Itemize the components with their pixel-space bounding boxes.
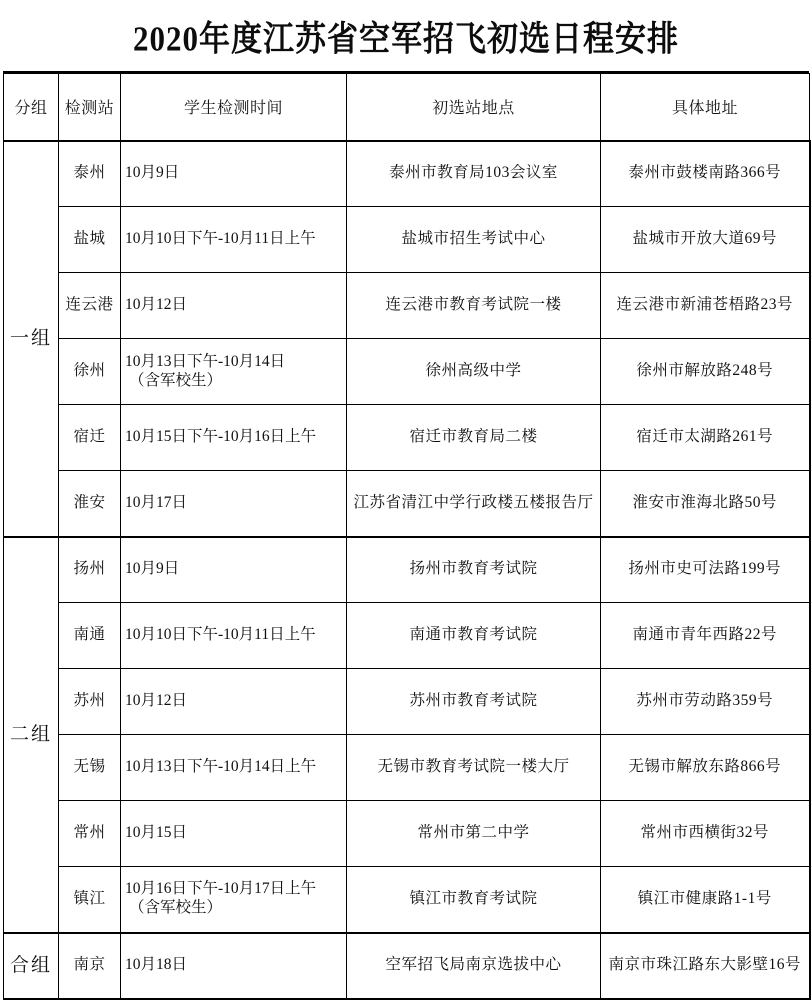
time-main: 10月17日 <box>125 493 188 511</box>
address-cell: 南京市珠江路东大影壁16号 <box>601 933 810 999</box>
address-cell: 镇江市健康路1-1号 <box>601 867 810 933</box>
time-cell <box>121 669 347 735</box>
station-cell: 泰州 <box>59 141 121 207</box>
address-cell: 盐城市开放大道69号 <box>601 207 810 273</box>
time-main: 10月12日 <box>125 692 188 710</box>
time-main: 10月10日下午-10月11日上午 <box>125 230 316 248</box>
group-label-cell: 一组 <box>4 141 59 537</box>
station-cell: 南通 <box>59 603 121 669</box>
column-header-station: 检测站 <box>59 74 121 141</box>
table-row <box>4 207 810 273</box>
venue-cell: 宿迁市教育局二楼 <box>347 405 601 471</box>
address-cell: 常州市西横街32号 <box>601 801 810 867</box>
time-cell <box>121 405 347 471</box>
group-label-cell: 二组 <box>4 537 59 933</box>
table-row <box>4 669 810 735</box>
table-row <box>4 537 810 603</box>
time-main: 10月16日下午-10月17日上午 <box>125 880 317 898</box>
venue-cell: 常州市第二中学 <box>347 801 601 867</box>
column-header-address: 具体地址 <box>601 74 810 141</box>
station-cell: 苏州 <box>59 669 121 735</box>
venue-cell: 扬州市教育考试院 <box>347 537 601 603</box>
column-header-group: 分组 <box>4 74 59 141</box>
table-row <box>4 801 810 867</box>
time-main: 10月10日下午-10月11日上午 <box>125 626 316 644</box>
table-row <box>4 405 810 471</box>
table-row <box>4 471 810 537</box>
time-main: 10月9日 <box>125 560 180 578</box>
table-row <box>4 735 810 801</box>
time-cell <box>121 471 347 537</box>
time-main: 10月15日 <box>125 824 188 842</box>
time-cell <box>121 141 347 207</box>
title-band <box>3 0 809 73</box>
table-body <box>4 141 810 999</box>
time-cell <box>121 273 347 339</box>
time-cell <box>121 735 347 801</box>
venue-cell: 空军招飞局南京选拔中心 <box>347 933 601 999</box>
table-header <box>4 74 810 141</box>
venue-cell: 徐州高级中学 <box>347 339 601 405</box>
venue-cell: 盐城市招生考试中心 <box>347 207 601 273</box>
station-cell: 镇江 <box>59 867 121 933</box>
station-cell: 淮安 <box>59 471 121 537</box>
time-cell <box>121 801 347 867</box>
header-row <box>4 74 810 141</box>
page-title: 2020年度江苏省空军招飞初选日程安排 <box>133 19 679 59</box>
table-row <box>4 933 810 999</box>
station-cell: 宿迁 <box>59 405 121 471</box>
time-cell <box>121 867 347 933</box>
column-header-time: 学生检测时间 <box>121 74 347 141</box>
time-note: （含军校生） <box>129 371 223 389</box>
venue-cell: 镇江市教育考试院 <box>347 867 601 933</box>
table-row <box>4 273 810 339</box>
venue-cell: 江苏省清江中学行政楼五楼报告厅 <box>347 471 601 537</box>
table-row <box>4 141 810 207</box>
station-cell: 连云港 <box>59 273 121 339</box>
address-cell: 泰州市鼓楼南路366号 <box>601 141 810 207</box>
address-cell: 连云港市新浦苍梧路23号 <box>601 273 810 339</box>
venue-cell: 无锡市教育考试院一楼大厅 <box>347 735 601 801</box>
station-cell: 扬州 <box>59 537 121 603</box>
address-cell: 淮安市淮海北路50号 <box>601 471 810 537</box>
address-cell: 徐州市解放路248号 <box>601 339 810 405</box>
schedule-table <box>3 73 811 1000</box>
time-main: 10月15日下午-10月16日上午 <box>125 428 317 446</box>
table-row <box>4 867 810 933</box>
time-main: 10月18日 <box>125 956 188 974</box>
group-label-cell: 合组 <box>4 933 59 999</box>
table-row <box>4 603 810 669</box>
address-cell: 苏州市劳动路359号 <box>601 669 810 735</box>
address-cell: 宿迁市太湖路261号 <box>601 405 810 471</box>
table-row <box>4 339 810 405</box>
station-cell: 南京 <box>59 933 121 999</box>
time-cell <box>121 207 347 273</box>
station-cell: 徐州 <box>59 339 121 405</box>
column-header-venue: 初选站地点 <box>347 74 601 141</box>
address-cell: 扬州市史可法路199号 <box>601 537 810 603</box>
time-cell <box>121 339 347 405</box>
time-cell <box>121 603 347 669</box>
venue-cell: 连云港市教育考试院一楼 <box>347 273 601 339</box>
time-main: 10月9日 <box>125 164 180 182</box>
station-cell: 盐城 <box>59 207 121 273</box>
venue-cell: 南通市教育考试院 <box>347 603 601 669</box>
time-main: 10月12日 <box>125 296 188 314</box>
venue-cell: 苏州市教育考试院 <box>347 669 601 735</box>
station-cell: 无锡 <box>59 735 121 801</box>
address-cell: 无锡市解放东路866号 <box>601 735 810 801</box>
address-cell: 南通市青年西路22号 <box>601 603 810 669</box>
time-main: 10月13日下午-10月14日上午 <box>125 758 317 776</box>
venue-cell: 泰州市教育局103会议室 <box>347 141 601 207</box>
time-cell <box>121 537 347 603</box>
station-cell: 常州 <box>59 801 121 867</box>
time-note: （含军校生） <box>129 899 223 917</box>
time-cell <box>121 933 347 999</box>
time-main: 10月13日下午-10月14日 <box>125 352 286 370</box>
